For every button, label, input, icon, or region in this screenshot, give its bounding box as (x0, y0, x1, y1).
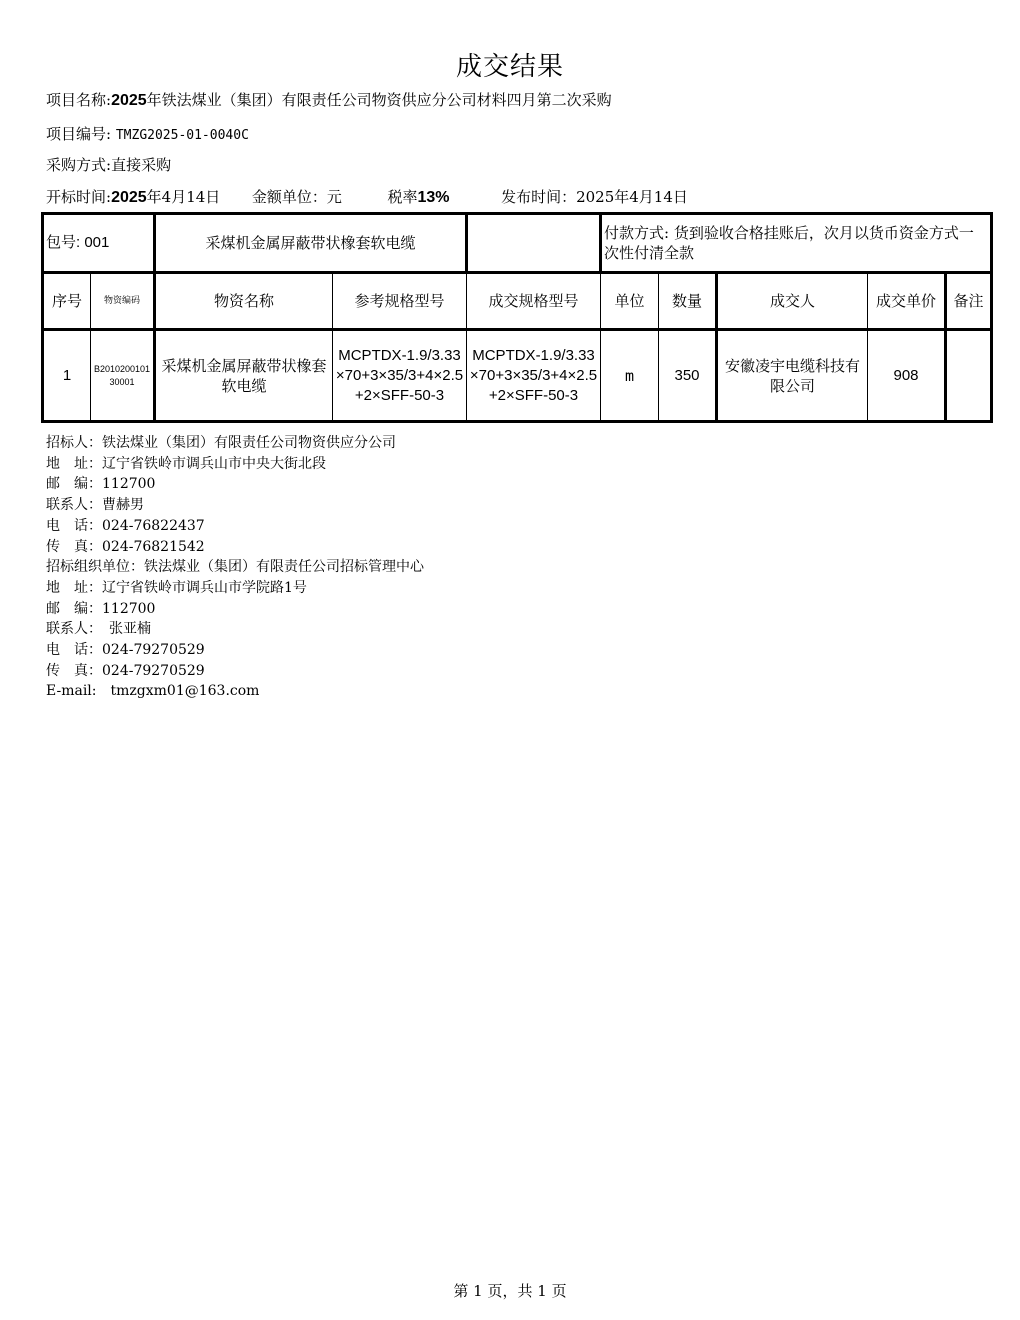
header-cell: 序号 (43, 273, 91, 330)
open-time-label: 开标时间: (46, 188, 112, 206)
table-row (43, 330, 992, 422)
row-remark (946, 330, 992, 422)
purchase-method-value: 直接采购 (111, 156, 172, 174)
open-time-year: 2025 (111, 189, 147, 206)
contact-info (46, 433, 424, 702)
tax-value: 13% (417, 189, 450, 206)
header-cell: 物资编码 (91, 273, 155, 330)
row-no: 1 (43, 330, 91, 422)
package-number: 包号: 001 (43, 214, 155, 273)
row-ref-spec: MCPTDX-1.9/3.33×70+3×35/3+4×2.5+2×SFF-50-3 (333, 330, 467, 422)
project-name-year: 2025 (111, 92, 147, 109)
row-deal-spec: MCPTDX-1.9/3.33×70+3×35/3+4×2.5+2×SFF-50-3 (467, 330, 601, 422)
time-line (46, 186, 688, 207)
row-qty: 350 (659, 330, 717, 422)
header-row (43, 273, 992, 330)
tenderer-postcode: 邮 编：112700 (46, 476, 156, 493)
publish-date: 2025年4月14日 (576, 188, 688, 206)
agency-email[interactable]: E-mail: tmzgxm01@163.com (46, 683, 260, 700)
project-name-value: 年铁法煤业（集团）有限责任公司物资供应分公司材料四月第二次采购 (146, 91, 612, 109)
page-title: 成交结果 (455, 52, 564, 82)
project-no-line (46, 123, 249, 144)
result-table (41, 212, 993, 423)
payment-terms: 付款方式: 货到验收合格挂账后，次月以货币资金方式一次性付清全款 (601, 214, 992, 273)
project-no-label: 项目编号: (46, 125, 112, 143)
header-cell: 参考规格型号 (333, 273, 467, 330)
tenderer-phone: 电 话：024-76822437 (46, 517, 205, 534)
row-unit: m (601, 330, 659, 422)
publish-label: 发布时间： (501, 188, 577, 206)
package-blank (467, 214, 601, 273)
row-name: 采煤机金属屏蔽带状橡套软电缆 (155, 330, 333, 422)
header-cell: 成交人 (717, 273, 868, 330)
amount-unit-label: 金额单位： (251, 188, 327, 206)
tax-label: 税率 (387, 188, 418, 206)
agency-postcode: 邮 编：112700 (46, 600, 156, 617)
tenderer-contact: 联系人：曹赫男 (46, 497, 144, 514)
package-row (43, 214, 992, 273)
header-cell: 成交单价 (868, 273, 946, 330)
header-cell: 成交规格型号 (467, 273, 601, 330)
tenderer-address: 地 址：辽宁省铁岭市调兵山市中央大街北段 (46, 455, 326, 472)
header-cell: 备注 (946, 273, 992, 330)
header-cell: 单位 (601, 273, 659, 330)
row-code: B201020010130001 (91, 330, 155, 422)
tenderer-fax: 传 真：024-76821542 (46, 538, 205, 555)
agency-address: 地 址：辽宁省铁岭市调兵山市学院路1号 (46, 579, 307, 596)
purchase-method-label: 采购方式: (46, 156, 112, 174)
header-cell: 物资名称 (155, 273, 333, 330)
open-time-value: 年4月14日 (146, 188, 221, 206)
header-cell: 数量 (659, 273, 717, 330)
package-name: 采煤机金属屏蔽带状橡套软电缆 (155, 214, 467, 273)
amount-unit-value: 元 (326, 188, 342, 206)
purchase-method-line (46, 154, 171, 175)
agency-phone: 电 话：024-79270529 (46, 642, 205, 659)
project-name-label: 项目名称: (46, 91, 112, 109)
agency-contact: 联系人： 张亚楠 (46, 621, 151, 638)
agency-line: 招标组织单位：铁法煤业（集团）有限责任公司招标管理中心 (46, 559, 424, 576)
project-name-line (46, 89, 612, 110)
page-footer: 第 1 页，共 1 页 (453, 1282, 567, 1300)
row-price: 908 (868, 330, 946, 422)
project-no-value: TMZG2025-01-0040C (115, 128, 249, 143)
tenderer-line: 招标人：铁法煤业（集团）有限责任公司物资供应分公司 (46, 435, 396, 451)
agency-fax: 传 真：024-79270529 (46, 662, 205, 679)
row-supplier: 安徽凌宇电缆科技有限公司 (717, 330, 868, 422)
